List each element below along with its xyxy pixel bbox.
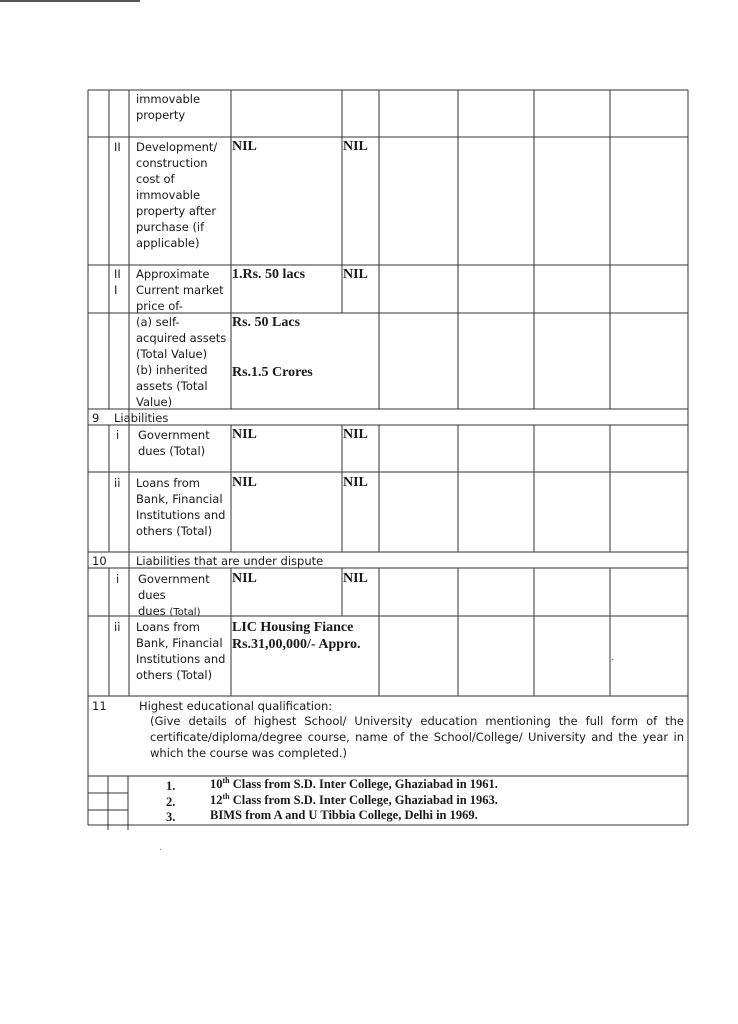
government-dues-label: Government dues xyxy=(138,572,210,602)
row-market-price-value-1: 1.Rs. 50 lacs xyxy=(232,267,306,282)
row-development-cost-value-1: NIL xyxy=(232,139,257,154)
row-10-number: 10 xyxy=(92,554,107,568)
edu-2-text: 12th Class from S.D. Inter College, Ghaziabad in 1963. xyxy=(210,791,498,807)
row-iii-number: II I xyxy=(114,267,121,297)
row-self-acquired-desc: (a) self-acquired assets (Total Value) xyxy=(136,315,227,361)
row-ii-number: II xyxy=(114,140,121,154)
edu-3-text: BIMS from A and U Tibbia College, Delhi in 1969. xyxy=(210,808,478,822)
row-loans-desc: Loans from Bank, Financial Institutions and others (Total) xyxy=(136,476,226,538)
row-9-number: 9 xyxy=(92,411,100,425)
row-government-dues-value-1: NIL xyxy=(232,427,257,442)
scan-speck: · xyxy=(611,655,615,666)
row-disputed-loans-desc: Loans from Bank, Financial Institutions and others (Total) xyxy=(136,620,226,682)
row-inherited-value: Rs.1.5 Crores xyxy=(232,365,313,380)
row-liab-ii-number: ii xyxy=(114,476,121,490)
row-disputed-liabilities-heading: Liabilities that are under dispute xyxy=(136,554,324,568)
row-government-dues-desc: Government dues (Total) xyxy=(138,428,210,458)
edu-1-index: 1. xyxy=(166,779,176,793)
row-disputed-loans-value-line2: Rs.31,00,000/- Appro. xyxy=(232,637,361,652)
edu-1-text: 10th Class from S.D. Inter College, Ghaziabad in 1961. xyxy=(210,775,498,791)
scan-speck: · xyxy=(159,845,163,856)
total-small-label: (Total) xyxy=(169,607,201,618)
row-disputed-i-number: i xyxy=(116,572,120,586)
row-inherited-desc: (b) inherited assets (Total Value) xyxy=(136,363,208,409)
row-disputed-government-dues-value-2: NIL xyxy=(343,571,368,586)
row-disputed-government-dues-value-1: NIL xyxy=(232,571,257,586)
row-11-number: 11 xyxy=(92,699,107,713)
row-disputed-loans-value-line1: LIC Housing Fiance xyxy=(232,620,354,635)
dues-label: dues xyxy=(138,604,170,618)
row-self-acquired-value: Rs. 50 Lacs xyxy=(232,315,301,330)
row-disputed-ii-number: ii xyxy=(114,620,121,634)
row-loans-value-2: NIL xyxy=(343,475,368,490)
row-loans-value-1: NIL xyxy=(232,475,257,490)
edu-3-index: 3. xyxy=(166,810,176,824)
qualification-note: (Give details of highest School/ University education mentioning the full form of the certificate/diploma/degree course, name of the School/College/ University and the year in which the course was completed.) xyxy=(150,714,684,760)
edu-2-index: 2. xyxy=(166,795,176,809)
row-immovable-property-desc: immovable property xyxy=(136,92,201,122)
row-development-cost-value-2: NIL xyxy=(343,139,368,154)
row-liab-i-number: i xyxy=(116,428,120,442)
qualification-heading: Highest educational qualification: xyxy=(139,699,333,713)
row-market-price-value-2: NIL xyxy=(343,267,368,282)
row-market-price-desc: Approximate Current market price of- xyxy=(136,267,224,313)
row-liabilities-heading: Liabilities xyxy=(114,411,169,425)
row-disputed-government-dues-desc xyxy=(138,571,228,621)
row-development-cost-desc: Development/ construction cost of immovable property after purchase (if applicable) xyxy=(136,140,218,250)
row-government-dues-value-2: NIL xyxy=(343,427,368,442)
